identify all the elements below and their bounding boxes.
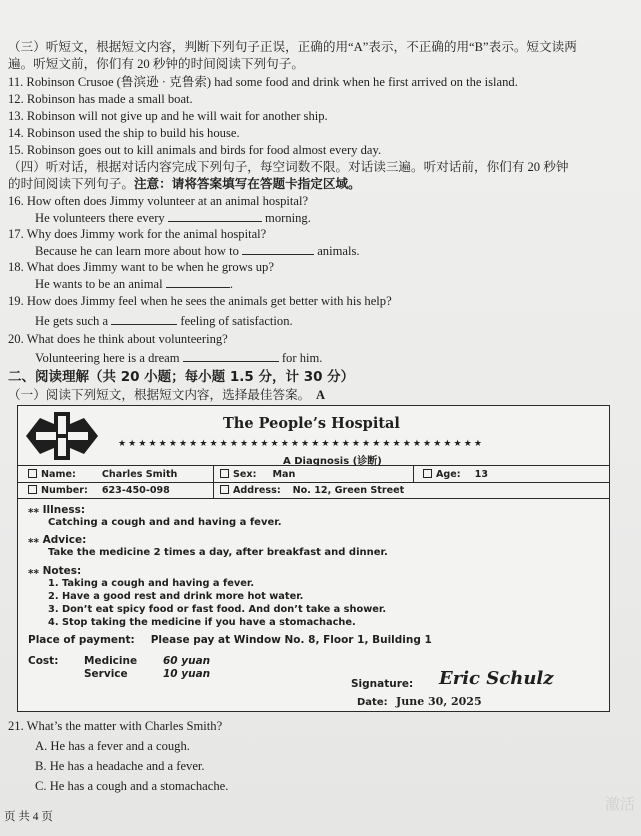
blank-19[interactable] (111, 313, 177, 325)
answer-17-text-a: Because he can learn more about how to (35, 244, 239, 258)
sex-field: Sex: Man (220, 469, 295, 480)
question-21: 21. What’s the matter with Charles Smith? (8, 719, 223, 733)
answer-16-line (35, 210, 311, 226)
listening4-intro-text: 的时间阅读下列句子。 (8, 177, 134, 191)
answer-17-line (35, 243, 360, 259)
answer-19-line (35, 313, 293, 329)
checkbox-icon (220, 469, 229, 478)
name-field: Name: Charles Smith (28, 469, 177, 480)
answer-18-text-b: . (229, 277, 233, 291)
question-16: 16. How often does Jimmy volunteer at an animal hospital? (8, 194, 309, 208)
listening4-intro-line1: （四）听对话，根据对话内容完成下列句子，每空词数不限。对话读三遍。听对话前，你们有 20 秒钟 (8, 160, 569, 174)
checkbox-icon (28, 485, 37, 494)
number-field: Number: 623-450-098 (28, 485, 170, 496)
listening4-intro-line2 (8, 176, 361, 192)
address-field: Address: No. 12, Green Street (220, 485, 404, 496)
statement-13: 13. Robinson will not give up and he will wait for another ship. (8, 109, 328, 123)
medicine-label: Medicine (84, 655, 138, 667)
activation-watermark: 激活 (604, 795, 635, 813)
question-17: 17. Why does Jimmy work for the animal hospital? (8, 227, 267, 241)
blank-18[interactable] (166, 276, 230, 288)
answer-20-text-b: for him. (281, 351, 323, 365)
advice-label: ⁎⁎ Advice: (28, 534, 87, 546)
date-label: Date: (357, 697, 388, 708)
answer-sheet-note: 注意：请将答案填写在答题卡指定区域。 (133, 177, 361, 191)
date-value: June 30, 2025 (396, 695, 482, 708)
checkbox-icon (220, 485, 229, 494)
question-20: 20. What does he think about volunteering? (8, 332, 228, 346)
statement-11: 11. Robinson Crusoe (鲁滨逊 · 克鲁索) had some food and drink when he first arrived on the island. (8, 75, 518, 89)
service-label: Service (84, 668, 128, 680)
note-4: 4. Stop taking the medicine if you have a stomachache. (48, 617, 356, 628)
illness-label: ⁎⁎ Illness: (28, 504, 86, 516)
listening3-intro-line1: （三）听短文，根据短文内容，判断下列句子正误，正确的用“A”表示，不正确的用“B”表示。短文读两 (8, 40, 577, 54)
answer-19-text-a: He gets such a (35, 314, 109, 328)
diagnosis-title: A Diagnosis (诊断) (283, 456, 382, 467)
question-19: 19. How does Jimmy feel when he sees the animals get better with his help? (8, 294, 392, 308)
note-3: 3. Don’t eat spicy food or fast food. And don’t take a shower. (48, 604, 387, 615)
option-21-a[interactable]: A. He has a fever and a cough. (35, 739, 190, 753)
answer-20-line (35, 350, 322, 366)
statement-12: 12. Robinson has made a small boat. (8, 92, 193, 106)
statement-15: 15. Robinson goes out to kill animals and birds for food almost every day. (8, 143, 382, 157)
advice-value: Take the medicine 2 times a day, after breakfast and dinner. (48, 547, 388, 558)
illness-value: Catching a cough and and having a fever. (48, 517, 282, 528)
answer-16-text-a: He volunteers there every (35, 211, 165, 225)
hospital-name: The People’s Hospital (223, 415, 400, 432)
answer-19-text-b: feeling of satisfaction. (180, 314, 293, 328)
blank-17[interactable] (242, 243, 314, 255)
page-footer: 页 共 4 页 (4, 811, 53, 823)
reading-heading: 二、阅读理解（共 20 小题；每小题 1.5 分，计 30 分） (8, 369, 355, 385)
note-2: 2. Have a good rest and drink more hot water. (48, 591, 304, 602)
diagnosis-card (17, 405, 610, 712)
answer-18-line (35, 276, 233, 292)
listening3-intro-line2: 遍。听短文前，你们有 20 秒钟的时间阅读下列句子。 (8, 57, 304, 71)
info-row-1 (18, 465, 609, 483)
answer-16-text-b: morning. (265, 211, 311, 225)
hospital-cross-logo-icon (24, 410, 100, 462)
info-row-2 (18, 482, 609, 499)
medicine-cost: 60 yuan (163, 655, 211, 667)
asterisk-icon: ⁎⁎ (28, 565, 43, 577)
asterisk-icon: ⁎⁎ (28, 534, 43, 546)
signature-label: Signature: (351, 678, 414, 690)
service-cost: 10 yuan (163, 668, 211, 680)
asterisk-icon: ⁎⁎ (28, 504, 43, 516)
answer-20-text-a: Volunteering here is a dream (35, 351, 180, 365)
stars-divider: ★★★★★★★★★★★★★★★★★★★★★★★★★★★★★★★★★★★★ (118, 439, 485, 449)
checkbox-icon (28, 469, 37, 478)
answer-17-text-b: animals. (317, 244, 360, 258)
blank-20[interactable] (183, 350, 279, 362)
checkbox-icon (423, 469, 432, 478)
note-1: 1. Taking a cough and having a fever. (48, 578, 255, 589)
question-18: 18. What does Jimmy want to be when he grows up? (8, 260, 274, 274)
payment-line: Place of payment: Please pay at Window No. 8, Floor 1, Building 1 (28, 634, 432, 646)
blank-16[interactable] (168, 210, 262, 222)
age-field: Age: 13 (423, 469, 488, 480)
cost-label: Cost: (28, 655, 59, 667)
signature: Eric Schulz (439, 668, 554, 689)
reading-instruction: （一）阅读下列短文，根据短文内容，选择最佳答案。 (8, 388, 311, 402)
option-21-c[interactable]: C. He has a cough and a stomachache. (35, 779, 229, 793)
notes-label: ⁎⁎ Notes: (28, 565, 82, 577)
passage-label: A (315, 388, 326, 402)
statement-14: 14. Robinson used the ship to build his house. (8, 126, 240, 140)
answer-18-text-a: He wants to be an animal (35, 277, 163, 291)
option-21-b[interactable]: B. He has a headache and a fever. (35, 759, 205, 773)
